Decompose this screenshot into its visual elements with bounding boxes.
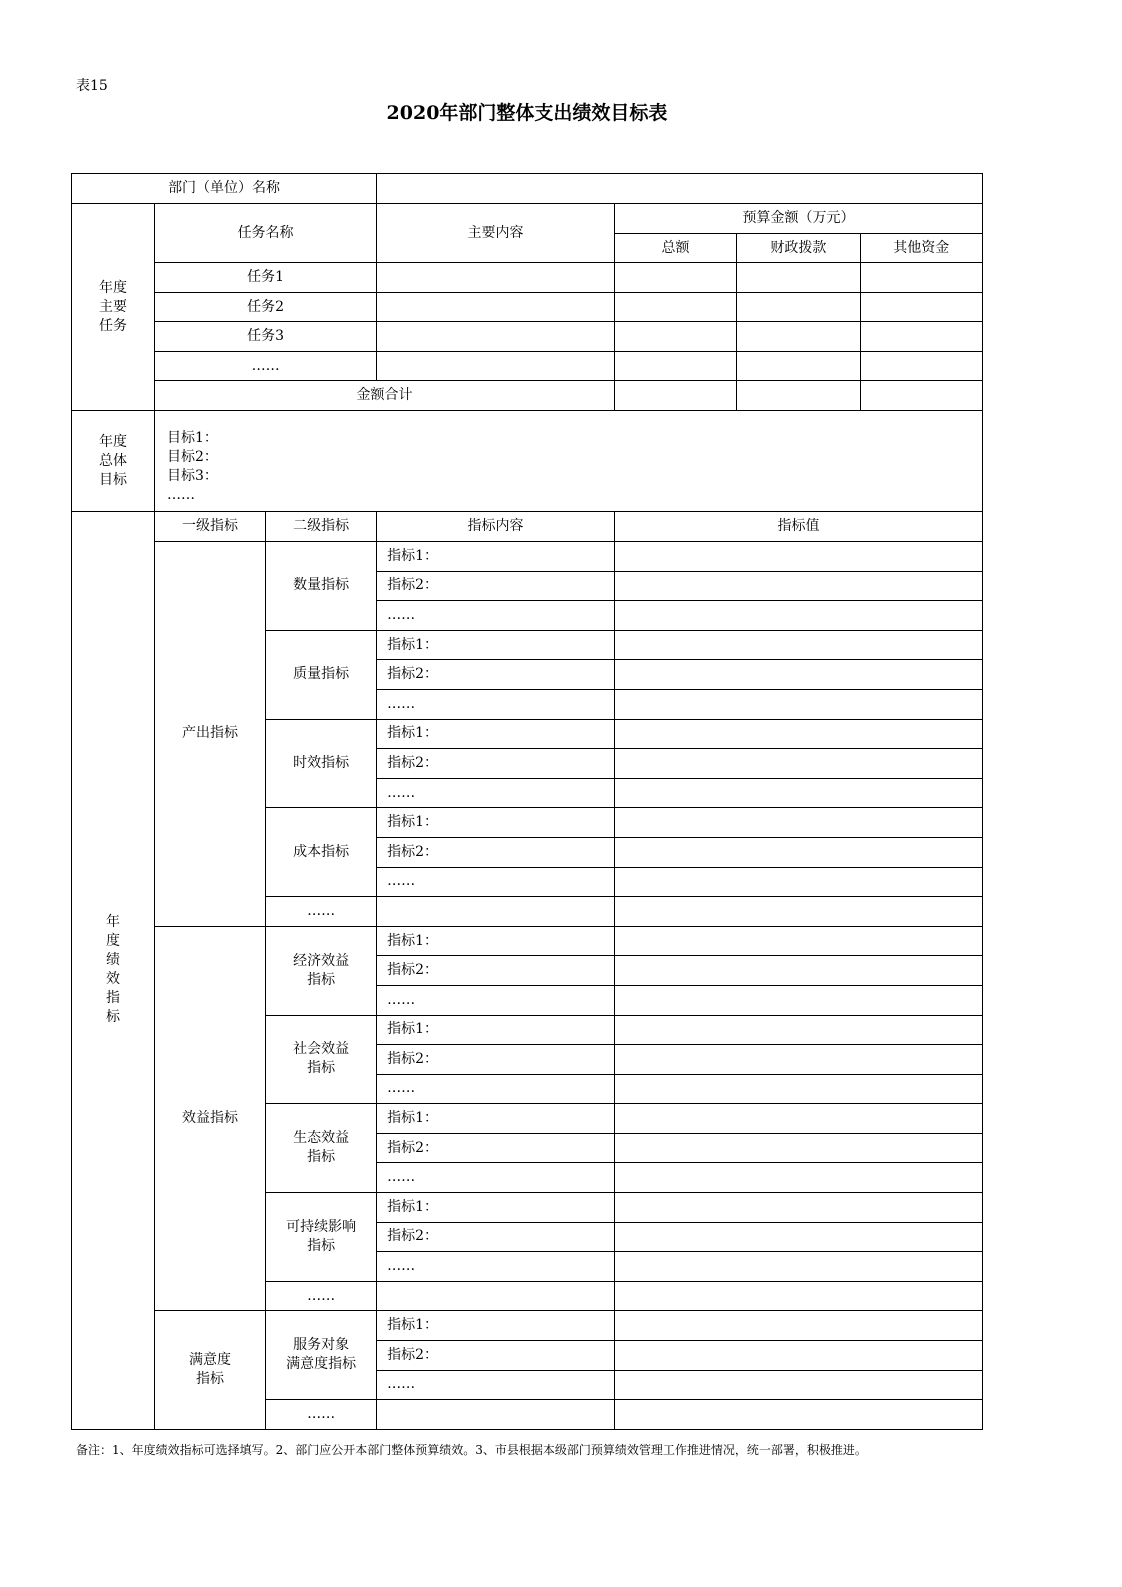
indicator-content-cell[interactable]: 指标2： — [377, 1341, 615, 1371]
task-name-cell: 任务2 — [155, 293, 377, 322]
task-total-cell[interactable] — [614, 352, 736, 381]
indicator-content-cell[interactable]: 指标2： — [377, 1133, 615, 1163]
indicator-content-cell[interactable]: …… — [377, 601, 615, 631]
indicator-value-cell[interactable] — [614, 1281, 982, 1311]
goal-line: 目标2： — [167, 449, 218, 465]
indicator-content-cell[interactable]: 指标1： — [377, 1311, 615, 1341]
main-content-header: 主要内容 — [377, 204, 615, 263]
task-row — [72, 322, 983, 352]
indicator-value-cell[interactable] — [614, 689, 982, 719]
task-total-cell[interactable] — [614, 322, 736, 352]
task-name-cell: 任务1 — [155, 263, 377, 293]
indicator-content-cell[interactable]: 指标2： — [377, 1045, 615, 1075]
indicator-value-cell[interactable] — [614, 956, 982, 986]
dept-name-value[interactable] — [377, 174, 983, 204]
indicator-value-cell[interactable] — [614, 837, 982, 867]
indicator-content-cell[interactable]: 指标2： — [377, 956, 615, 986]
indicator-value-cell[interactable] — [614, 749, 982, 779]
overall-goals-row — [72, 411, 983, 512]
level1-label: 产出指标 — [155, 542, 266, 927]
indicator-content-cell[interactable]: …… — [377, 778, 615, 808]
footnote: 备注：1、年度绩效指标可选择填写。2、部门应公开本部门整体预算绩效。3、市县根据本级部门预算绩效管理工作推进情况，统一部署，积极推进。 — [76, 1443, 867, 1457]
indicator-content-cell[interactable]: 指标1： — [377, 1104, 615, 1134]
indicator-value-cell[interactable] — [614, 1370, 982, 1400]
indicator-value-cell[interactable] — [614, 1163, 982, 1193]
page-label: 表15 — [76, 78, 108, 94]
goals-content[interactable] — [155, 411, 983, 512]
sum-label: 金额合计 — [155, 381, 615, 411]
indicator-value-cell[interactable] — [614, 571, 982, 601]
indicator-value-cell[interactable] — [614, 1400, 982, 1430]
indicator-content-cell[interactable]: 指标2： — [377, 749, 615, 779]
indicator-value-cell[interactable] — [614, 601, 982, 631]
task-other-cell[interactable] — [860, 263, 982, 293]
task-other-cell[interactable] — [860, 352, 982, 381]
indicator-content-cell[interactable]: 指标1： — [377, 926, 615, 956]
fiscal-header: 财政拨款 — [737, 234, 860, 263]
indicator-value-cell[interactable] — [614, 1252, 982, 1282]
goals-section-label: 年度 总体 目标 — [72, 411, 155, 512]
table-body — [72, 174, 983, 1430]
indicator-value-cell[interactable] — [614, 1341, 982, 1371]
indicator-content-cell[interactable]: 指标1： — [377, 542, 615, 572]
indicator-header-row — [72, 512, 983, 542]
budget-header: 预算金额（万元） — [614, 204, 982, 234]
level1-label: 满意度 指标 — [155, 1311, 266, 1429]
indicator-content-cell[interactable]: 指标2： — [377, 837, 615, 867]
task-header-row — [72, 204, 983, 234]
task-fiscal-cell[interactable] — [737, 322, 860, 352]
indicator-content-cell[interactable]: …… — [377, 867, 615, 897]
performance-target-table — [71, 173, 983, 1430]
dept-name-label: 部门（单位）名称 — [72, 174, 377, 204]
indicator-value-cell[interactable] — [614, 897, 982, 927]
indicator-content-cell[interactable] — [377, 897, 615, 927]
task-name-header: 任务名称 — [155, 204, 377, 263]
indicator-value-cell[interactable] — [614, 1045, 982, 1075]
indicators-section-label: 年 度 绩 效 指 标 — [72, 512, 155, 1430]
indicator-content-cell[interactable]: 指标2： — [377, 571, 615, 601]
indicator-content-cell[interactable]: …… — [377, 1252, 615, 1282]
level2-label: 生态效益 指标 — [266, 1104, 377, 1193]
indicator-row — [72, 542, 983, 572]
indicator-content-cell[interactable]: …… — [377, 1074, 615, 1104]
level2-label: 可持续影响 指标 — [266, 1193, 377, 1282]
indicator-value-cell[interactable] — [614, 867, 982, 897]
level2-more: …… — [266, 1281, 377, 1311]
indicator-content-cell[interactable]: 指标2： — [377, 1222, 615, 1252]
level2-label: 时效指标 — [266, 719, 377, 808]
level1-label: 效益指标 — [155, 926, 266, 1311]
indicator-value-cell[interactable] — [614, 808, 982, 838]
level2-label: 质量指标 — [266, 630, 377, 719]
task-content-cell[interactable] — [377, 263, 615, 293]
indicator-value-cell[interactable] — [614, 1104, 982, 1134]
sum-total-cell[interactable] — [614, 381, 736, 411]
level2-label: 服务对象 满意度指标 — [266, 1311, 377, 1400]
level2-more: …… — [266, 897, 377, 927]
task-total-cell[interactable] — [614, 293, 736, 322]
task-content-cell[interactable] — [377, 293, 615, 322]
indicator-content-cell[interactable]: 指标1： — [377, 808, 615, 838]
indicator-value-cell[interactable] — [614, 542, 982, 572]
indicator-value-cell[interactable] — [614, 985, 982, 1015]
indicator-content-cell[interactable]: 指标1： — [377, 1193, 615, 1223]
task-total-cell[interactable] — [614, 263, 736, 293]
sum-fiscal-cell[interactable] — [737, 381, 860, 411]
indicator-content-cell[interactable]: 指标2： — [377, 660, 615, 690]
goal-line: 目标3： — [167, 468, 218, 484]
sum-row — [72, 381, 983, 411]
indicator-content-cell[interactable]: 指标1： — [377, 719, 615, 749]
task-content-cell[interactable] — [377, 322, 615, 352]
task-fiscal-cell[interactable] — [737, 352, 860, 381]
total-header: 总额 — [614, 234, 736, 263]
indicator-content-cell[interactable] — [377, 1281, 615, 1311]
task-fiscal-cell[interactable] — [737, 263, 860, 293]
indicator-value-cell[interactable] — [614, 1133, 982, 1163]
level2-label: 社会效益 指标 — [266, 1015, 377, 1104]
indicator-value-cell[interactable] — [614, 1193, 982, 1223]
indicator-content-cell[interactable]: …… — [377, 1163, 615, 1193]
indicator-value-cell[interactable] — [614, 1074, 982, 1104]
indicator-value-cell[interactable] — [614, 719, 982, 749]
dept-name-row — [72, 174, 983, 204]
task-name-cell: …… — [155, 352, 377, 381]
task-row — [72, 352, 983, 381]
indicator-content-cell[interactable] — [377, 1400, 615, 1430]
indicator-value-cell[interactable] — [614, 778, 982, 808]
indicator-value-cell[interactable] — [614, 630, 982, 660]
indicator-row — [72, 1311, 983, 1341]
goal-line: …… — [167, 487, 195, 503]
goal-line: 目标1： — [167, 430, 218, 446]
other-funds-header: 其他资金 — [860, 234, 982, 263]
tasks-section-label: 年度 主要 任务 — [72, 204, 155, 411]
task-fiscal-cell[interactable] — [737, 293, 860, 322]
task-other-cell[interactable] — [860, 322, 982, 352]
indicator-row — [72, 926, 983, 956]
level2-label: 成本指标 — [266, 808, 377, 897]
indicator-value-cell[interactable] — [614, 926, 982, 956]
indicator-value-cell[interactable] — [614, 1015, 982, 1045]
page-title: 2020年部门整体支出绩效目标表 — [386, 102, 668, 124]
level2-header: 二级指标 — [266, 512, 377, 542]
task-row — [72, 263, 983, 293]
task-other-cell[interactable] — [860, 293, 982, 322]
task-row — [72, 293, 983, 322]
level2-more: …… — [266, 1400, 377, 1430]
level1-header: 一级指标 — [155, 512, 266, 542]
indicator-value-cell[interactable] — [614, 660, 982, 690]
indicator-content-cell[interactable]: 指标1： — [377, 630, 615, 660]
indicator-content-cell[interactable]: 指标1： — [377, 1015, 615, 1045]
indicator-content-header: 指标内容 — [377, 512, 615, 542]
task-content-cell[interactable] — [377, 352, 615, 381]
sum-other-cell[interactable] — [860, 381, 982, 411]
indicator-value-cell[interactable] — [614, 1222, 982, 1252]
indicator-value-cell[interactable] — [614, 1311, 982, 1341]
level2-label: 数量指标 — [266, 542, 377, 631]
indicator-value-header: 指标值 — [614, 512, 982, 542]
level2-label: 经济效益 指标 — [266, 926, 377, 1015]
indicator-content-cell[interactable]: …… — [377, 1370, 615, 1400]
indicator-content-cell[interactable]: …… — [377, 689, 615, 719]
task-name-cell: 任务3 — [155, 322, 377, 352]
indicator-content-cell[interactable]: …… — [377, 985, 615, 1015]
